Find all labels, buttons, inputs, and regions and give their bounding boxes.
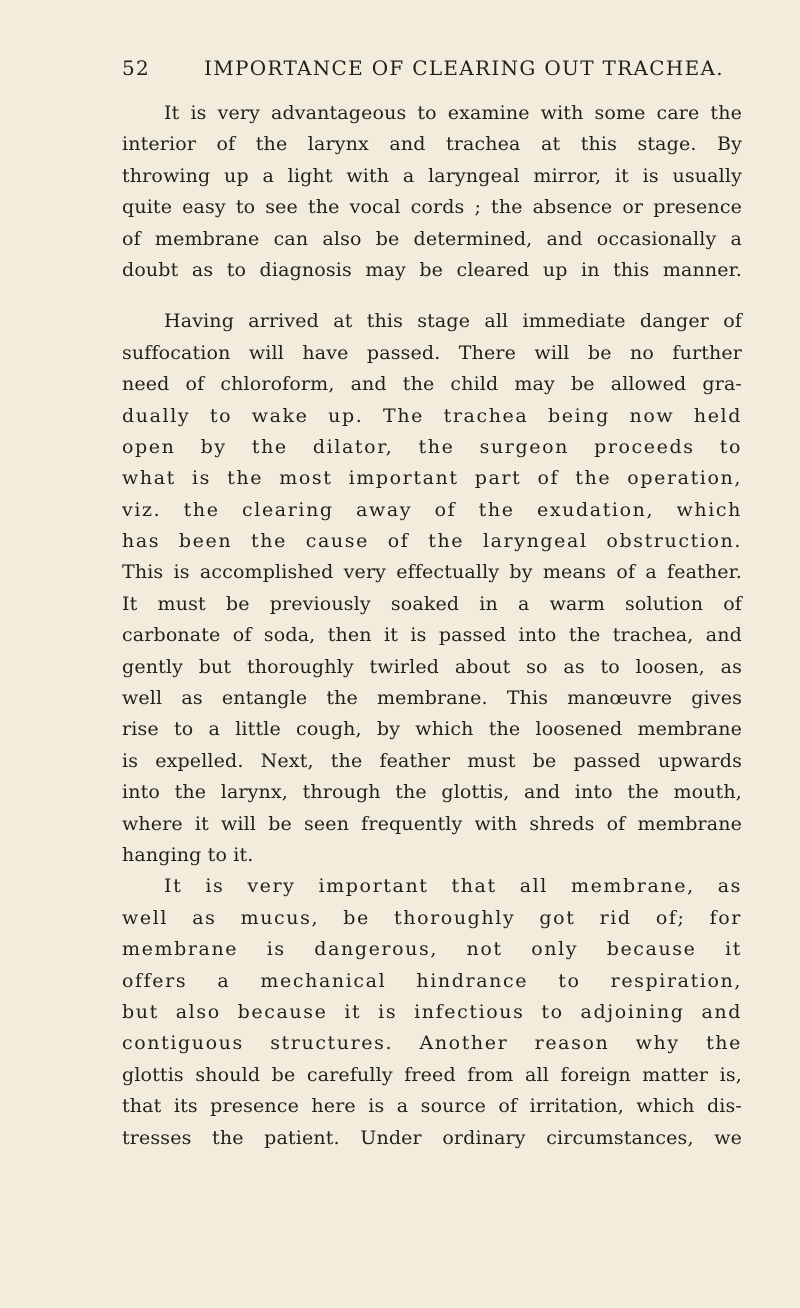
text-line: into the larynx, through the glottis, and into the mouth, bbox=[122, 781, 742, 804]
text-line: membrane is dangerous, not only because it bbox=[122, 938, 742, 961]
text-line: is expelled. Next, the feather must be passed upwards bbox=[122, 749, 742, 772]
text-line: but also because it is infectious to adjoining and bbox=[122, 1000, 742, 1023]
text-line: rise to a little cough, by which the loosened membrane bbox=[122, 718, 742, 741]
text-line: doubt as to diagnosis may be cleared up in this manner. bbox=[122, 258, 742, 281]
text-line: quite easy to see the vocal cords ; the absence or presence bbox=[122, 196, 742, 219]
text-line: what is the most important part of the operation, bbox=[122, 467, 742, 490]
text-line: that its presence here is a source of irritation, which dis- bbox=[122, 1095, 742, 1118]
text-line: dually to wake up. The trachea being now held bbox=[122, 404, 742, 427]
paragraph-3 bbox=[122, 871, 742, 1154]
text-line: where it will be seen frequently with shreds of membrane bbox=[122, 812, 742, 835]
text-line: of membrane can also be determined, and occasionally a bbox=[122, 227, 742, 250]
text-line: open by the dilator, the surgeon proceeds to bbox=[122, 435, 742, 458]
text-line: carbonate of soda, then it is passed into the trachea, and bbox=[122, 624, 742, 647]
text-line: offers a mechanical hindrance to respiration, bbox=[122, 969, 742, 992]
page-number: 52 bbox=[122, 56, 151, 80]
body-text bbox=[122, 98, 742, 1154]
paragraph-gap bbox=[122, 286, 742, 306]
text-line: suffocation will have passed. There will be no further bbox=[122, 341, 742, 364]
text-line: tresses the patient. Under ordinary circumstances, we bbox=[122, 1126, 742, 1149]
text-line: contiguous structures. Another reason why the bbox=[122, 1032, 742, 1055]
text-line: It is very important that all membrane, as bbox=[164, 875, 742, 898]
text-line: well as mucus, be thoroughly got rid of; for bbox=[122, 906, 742, 929]
text-line: interior of the larynx and trachea at this stage. By bbox=[122, 133, 742, 156]
text-line: gently but thoroughly twirled about so as to loosen, as bbox=[122, 655, 742, 678]
running-head bbox=[122, 56, 742, 88]
text-line: viz. the clearing away of the exudation, which bbox=[122, 498, 742, 521]
text-line: glottis should be carefully freed from all foreign matter is, bbox=[122, 1063, 742, 1086]
text-line: throwing up a light with a laryngeal mirror, it is usually bbox=[122, 164, 742, 187]
text-line: This is accomplished very effectually by means of a feather. bbox=[122, 561, 742, 584]
text-line: well as entangle the membrane. This manœuvre gives bbox=[122, 687, 742, 710]
text-line: Having arrived at this stage all immediate danger of bbox=[164, 310, 742, 333]
paragraph-2 bbox=[122, 306, 742, 871]
text-line: has been the cause of the laryngeal obstruction. bbox=[122, 530, 742, 553]
text-line: need of chloroform, and the child may be allowed gra- bbox=[122, 373, 742, 396]
text-line: It is very advantageous to examine with some care the bbox=[164, 102, 742, 124]
text-line: hanging to it. bbox=[122, 843, 254, 866]
running-head-title: IMPORTANCE OF CLEARING OUT TRACHEA. bbox=[204, 56, 724, 80]
paragraph-1 bbox=[122, 98, 742, 286]
text-line: It must be previously soaked in a warm solution of bbox=[122, 592, 742, 615]
